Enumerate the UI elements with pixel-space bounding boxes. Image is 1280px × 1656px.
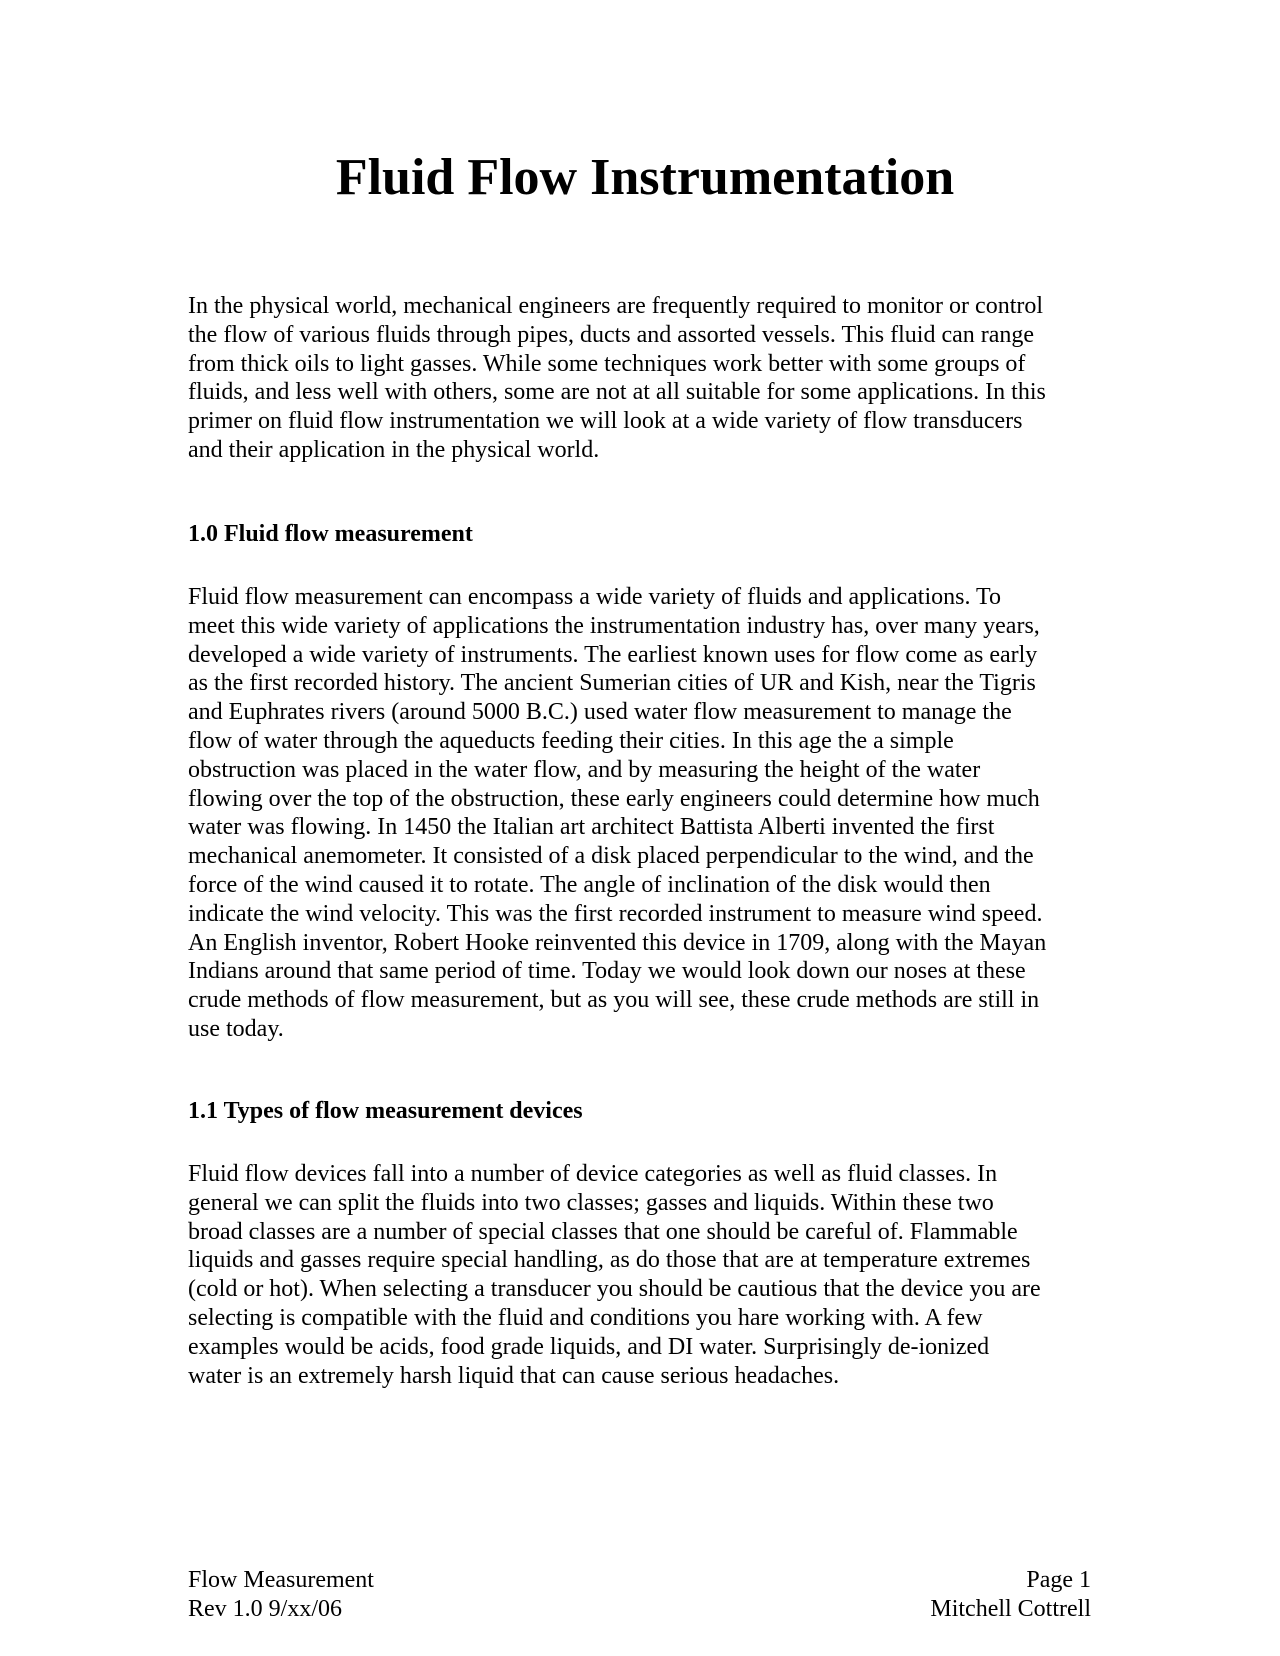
- section-body-1-0: Fluid flow measurement can encompass a wide variety of fluids and applications. To meet this wide variety of applications the instrumentation industry has, over many years, developed a wide variety of instruments. The earliest known uses for flow come as early as the first recorded history. The ancient Sumerian cities of UR and Kish, near the Tigris and Euphrates rivers (around 5000 B.C.) used water flow measurement to manage the flow of water through the aqueducts feeding their cities. In this age the a simple obstruction was placed in the water flow, and by measuring the height of the water flowing over the top of the obstruction, these early engineers could determine how much water was flowing. In 1450 the Italian art architect Battista Alberti invented the first mechanical anemometer. It consisted of a disk placed perpendicular to the wind, and the force of the wind caused it to rotate. The angle of inclination of the disk would then indicate the wind velocity. This was the first recorded instrument to measure wind speed. An English inventor, Robert Hooke reinvented this device in 1709, along with the Mayan Indians around that same period of time. Today we would look down our noses at these crude methods of flow measurement, but as you will see, these crude methods are still in use today.: [188, 584, 1047, 1042]
- footer-right: [930, 1566, 1091, 1624]
- footer-revision: Rev 1.0 9/xx/06: [188, 1596, 342, 1622]
- footer-document-name: Flow Measurement: [188, 1567, 374, 1593]
- footer-page-number: Page 1: [1026, 1567, 1091, 1593]
- footer-author: Mitchell Cottrell: [930, 1596, 1091, 1622]
- footer-left: [188, 1566, 374, 1624]
- section-heading-1-1: 1.1 Types of flow measurement devices: [188, 1098, 583, 1124]
- intro-paragraph: In the physical world, mechanical engineers are frequently required to monitor or control the flow of various fluids through pipes, ducts and assorted vessels. This fluid can range from thick oils to light gasses. While some techniques work better with some groups of fluids, and less well with others, some are not at all suitable for some applications. In this primer on fluid flow instrumentation we will look at a wide variety of flow transducers and their application in the physical world.: [188, 293, 1046, 463]
- section-heading-1-0: 1.0 Fluid flow measurement: [188, 521, 473, 547]
- section-body-1-1: Fluid flow devices fall into a number of device categories as well as fluid classes. In general we can split the fluids into two classes; gasses and liquids. Within these two broad classes are a number of special classes that one should be careful of. Flammable liquids and gasses require special handling, as do those that are at temperature extremes (cold or hot). When selecting a transducer you should be cautious that the device you are selecting is compatible with the fluid and conditions you hare working with. A few examples would be acids, food grade liquids, and DI water. Surprisingly de-ionized water is an extremely harsh liquid that can cause serious headaches.: [188, 1161, 1041, 1389]
- document-title: Fluid Flow Instrumentation: [335, 149, 955, 206]
